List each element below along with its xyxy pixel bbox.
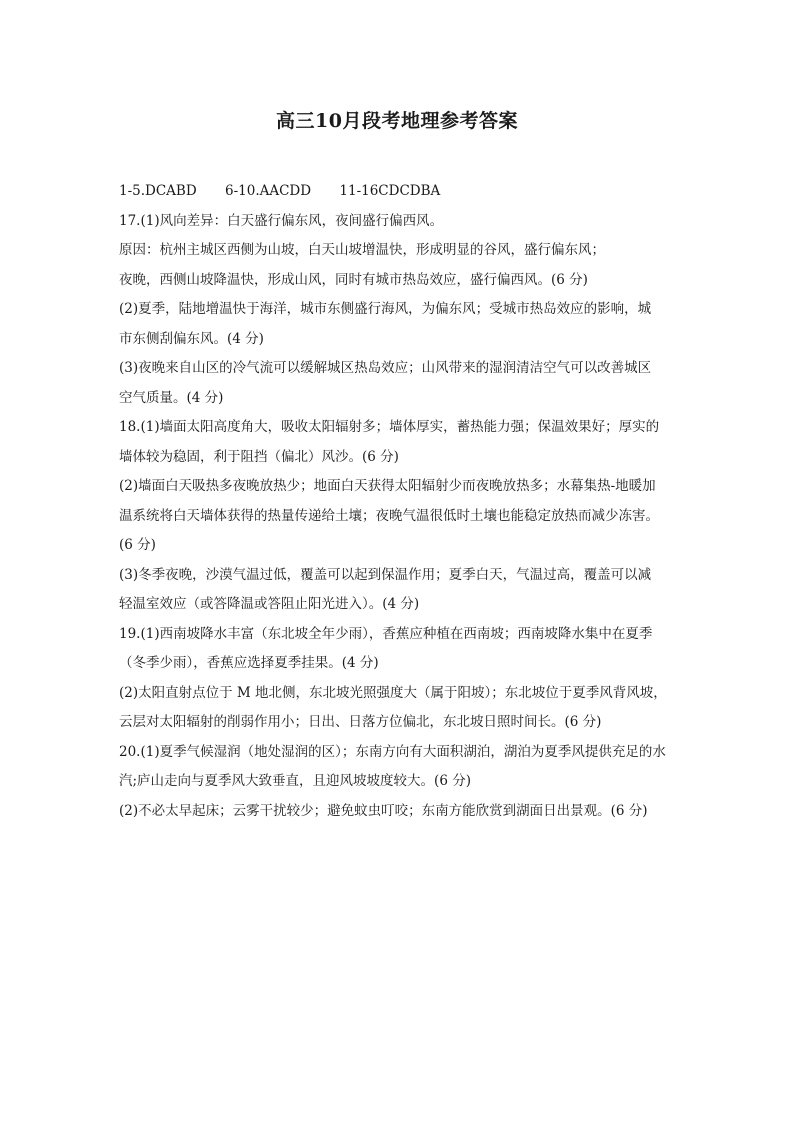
- answer-line: 17.(1)风向差异：白天盛行偏东风，夜间盛行偏西风。: [119, 212, 444, 229]
- answer-line: (2)墙面白天吸热多夜晚放热少；地面白天获得太阳辐射少而夜晚放热多；水幕集热-地暖加: [119, 478, 656, 494]
- answer-line: 墙体较为稳固，利于阻挡（偏北）风沙。(6 分): [119, 448, 399, 465]
- answer-line: 19.(1)西南坡降水丰富（东北坡全年少雨），香蕉应种植在西南坡；西南坡降水集中在夏季: [119, 625, 653, 642]
- page-title: 高三10月段考地理参考答案: [276, 110, 518, 132]
- answer-line: (2)太阳直射点位于 M 地北侧，东北坡光照强度大（属于阳坡）；东北坡位于夏季风背风坡，: [119, 684, 667, 701]
- mc-group-3: 11-16CDCDBA: [339, 183, 441, 199]
- answer-line: (2)不必太早起床；云雾干扰较少；避免蚊虫叮咬；东南方能欣赏到湖面日出景观。(6 分): [119, 802, 648, 819]
- answer-line: 夜晚，西侧山坡降温快，形成山风，同时有城市热岛效应，盛行偏西风。(6 分): [119, 271, 588, 288]
- answer-line: （冬季少雨），香蕉应选择夏季挂果。(4 分): [119, 655, 379, 671]
- multiple-choice-answers: [119, 182, 689, 212]
- answer-line: 市东侧刮偏东风。(4 分): [119, 330, 264, 347]
- answer-line: 汽;庐山走向与夏季风大致垂直，且迎风坡坡度较大。(6 分): [119, 773, 471, 789]
- answer-line: 18.(1)墙面太阳高度角大，吸收太阳辐射多；墙体厚实，蓄热能力强；保温效果好；厚实的: [119, 419, 660, 435]
- mc-group-2: 6-10.AACDD: [224, 183, 312, 199]
- answer-line: (3)冬季夜晚，沙漠气温过低，覆盖可以起到保温作用；夏季白天，气温过高，覆盖可以减: [119, 566, 652, 583]
- answer-line: 20.(1)夏季气候湿润（地处湿润的区）；东南方向有大面积湖泊，湖泊为夏季风提供充足的水: [119, 743, 666, 760]
- answer-line: (6 分): [119, 537, 156, 553]
- answer-line: 轻温室效应（或答降温或答阻止阳光进入）。(4 分): [119, 596, 420, 612]
- answer-line: 云层对太阳辐射的削弱作用小；日出、日落方位偏北，东北坡日照时间长。(6 分): [119, 714, 602, 730]
- answer-line: (2)夏季，陆地增温快于海洋，城市东侧盛行海风，为偏东风；受城市热岛效应的影响，城: [119, 301, 652, 317]
- answer-body: [119, 182, 689, 831]
- mc-group-1: 1-5.DCABD: [119, 183, 197, 199]
- answer-line: 空气质量。(4 分): [119, 389, 224, 406]
- answer-line: 原因：杭州主城区西侧为山坡，白天山坡增温快，形成明显的谷风，盛行偏东风；: [119, 242, 605, 258]
- answer-line: (3)夜晚来自山区的冷气流可以缓解城区热岛效应；山风带来的湿润清洁空气可以改善城区: [119, 360, 652, 376]
- answer-line: 温系统将白天墙体获得的热量传递给土壤；夜晚气温很低时土壤也能稳定放热而减少冻害。: [119, 507, 659, 524]
